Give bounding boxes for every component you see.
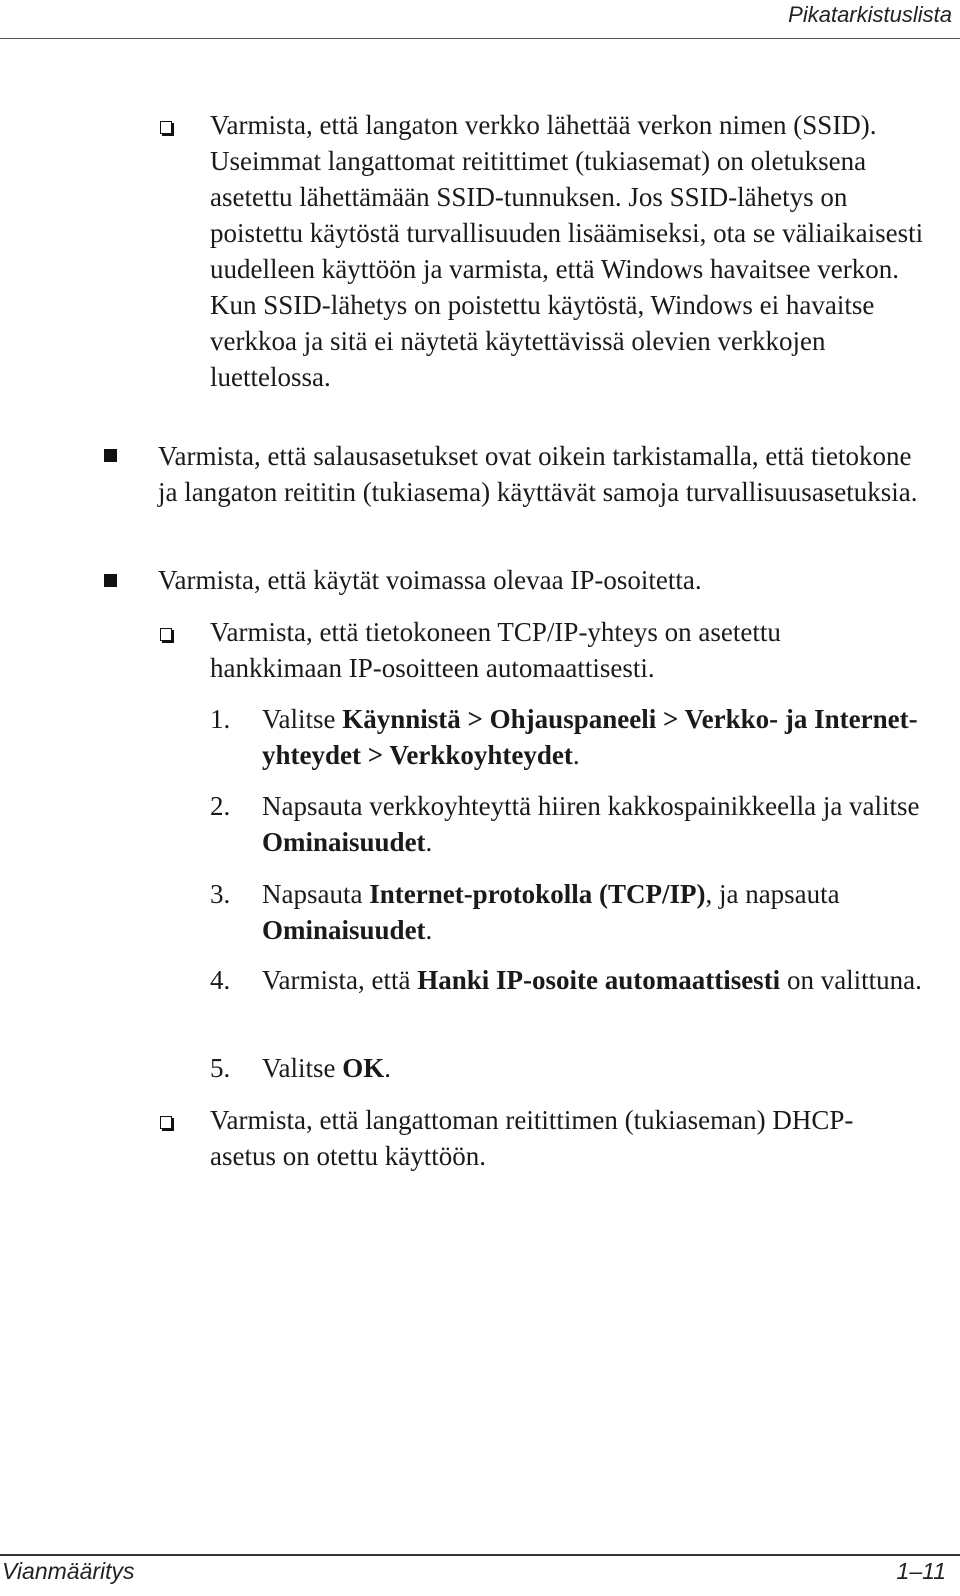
step-text-post: on valittuna.	[780, 965, 922, 995]
step-command: OK	[342, 1053, 385, 1083]
checklist-item-tcpip: Varmista, että tietokoneen TCP/IP-yhteys on asetettu hankkimaan IP-osoitteen automaattisesti.	[210, 617, 781, 683]
step-command: Ominaisuudet	[262, 915, 426, 945]
step-text-pre: Varmista, että	[262, 965, 418, 995]
step-text-pre: Napsauta verkkoyhteyttä hiiren kakkospainikkeella ja valitse	[262, 791, 920, 821]
bullet-item-encryption: Varmista, että salausasetukset ovat oikein tarkistamalla, että tietokone ja langaton reititin (tukiasema) käyttävät samoja turvallisuusasetuksia.	[158, 441, 918, 507]
step-text-post: .	[572, 740, 580, 770]
bullet-icon	[104, 574, 117, 587]
step-4-text	[262, 962, 932, 998]
footer-rule	[0, 1554, 960, 1556]
running-header: Pikatarkistuslista	[788, 2, 952, 27]
step-1-text	[262, 701, 932, 773]
checkbox-icon	[160, 121, 172, 134]
step-text-pre: Valitse	[262, 1053, 343, 1083]
step-3-text	[262, 876, 952, 948]
step-option: Hanki IP-osoite automaattisesti	[417, 965, 781, 995]
step-command: Internet-protokolla (TCP/IP)	[369, 879, 706, 909]
step-text-pre: Valitse	[262, 704, 343, 734]
step-text-pre: Napsauta	[262, 879, 370, 909]
step-menu-path: Käynnistä > Ohjauspaneeli > Verkko- ja Internet-yhteydet > Verkkoyhteydet	[262, 704, 918, 770]
step-number: 2.	[210, 791, 231, 821]
page-number: 1–11	[896, 1558, 946, 1584]
footer-section: Vianmääritys	[2, 1558, 135, 1584]
checklist-item-ssid: Varmista, että langaton verkko lähettää verkon nimen (SSID). Useimmat langattomat reitittimet (tukiasemat) on oletuksena asetettu lähettämään SSID-tunnuksen. Jos SSID-lähetys on poistettu käytöstä turvallisuuden lisäämiseksi, ota se väliaikaisesti uudelleen käyttöön ja varmista, että Windows havaitsee verkon. Kun SSID-lähetys on poistettu käytöstä, Windows ei havaitse verkkoa ja sitä ei näytetä käytettävissä olevien verkkojen luettelossa.	[210, 110, 924, 392]
step-command: Ominaisuudet	[262, 827, 426, 857]
checklist-item-dhcp: Varmista, että langattoman reitittimen (tukiaseman) DHCP-asetus on otettu käyttöön.	[210, 1105, 854, 1171]
bullet-item-ip: Varmista, että käytät voimassa olevaa IP-osoitetta.	[158, 565, 702, 595]
step-number: 3.	[210, 879, 231, 909]
checkbox-icon	[160, 1116, 172, 1129]
header-rule	[0, 38, 960, 39]
step-text-post: .	[425, 915, 433, 945]
step-number: 4.	[210, 965, 231, 995]
step-text-post: .	[425, 827, 433, 857]
step-5-text	[262, 1050, 932, 1086]
step-number: 1.	[210, 704, 231, 734]
checkbox-icon	[160, 628, 172, 641]
step-2-text	[262, 788, 942, 860]
step-text-post: .	[384, 1053, 392, 1083]
bullet-icon	[104, 449, 117, 462]
step-text-mid: , ja napsauta	[705, 879, 840, 909]
step-number: 5.	[210, 1053, 231, 1083]
